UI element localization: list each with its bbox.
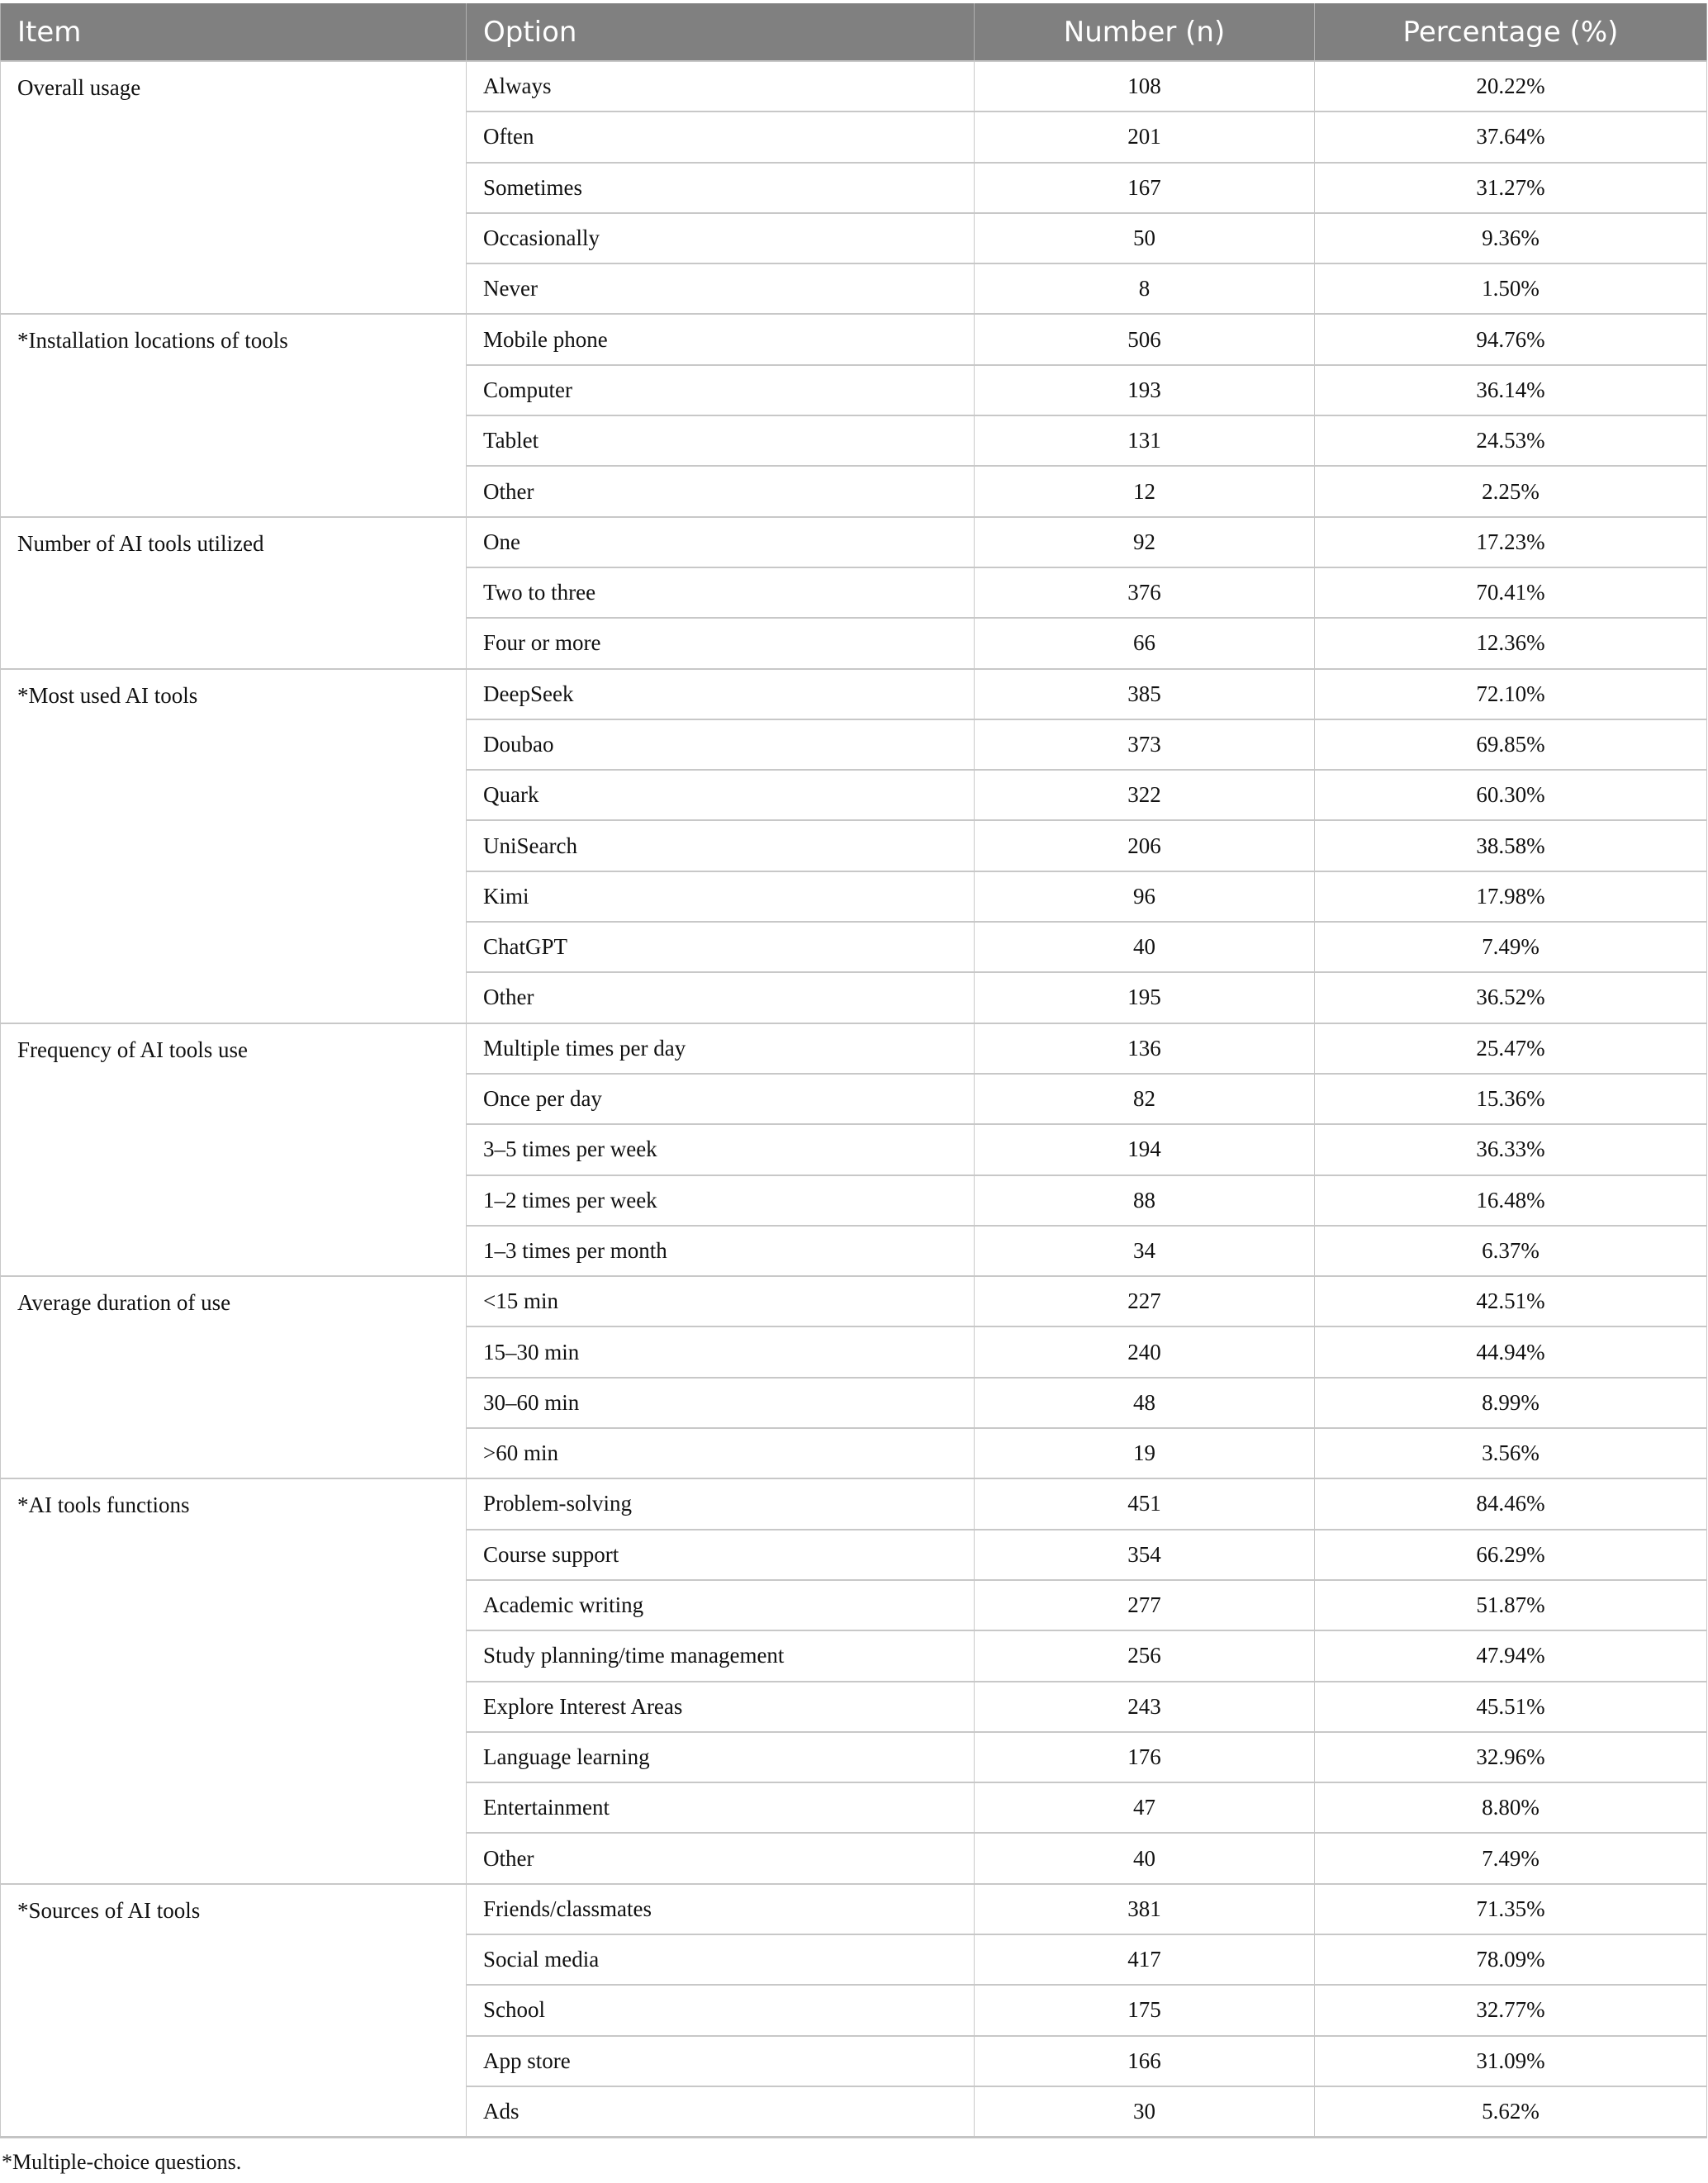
option-cell: 3–5 times per week	[467, 1124, 975, 1175]
percentage-cell: 51.87%	[1315, 1580, 1707, 1630]
option-cell: Mobile phone	[467, 314, 975, 364]
table-row	[1, 517, 1707, 567]
option-cell: <15 min	[467, 1276, 975, 1326]
percentage-cell: 12.36%	[1315, 618, 1707, 668]
item-cell: *Installation locations of tools	[1, 314, 467, 516]
option-cell: Multiple times per day	[467, 1023, 975, 1074]
number-cell: 96	[975, 871, 1315, 922]
option-cell: 30–60 min	[467, 1378, 975, 1428]
percentage-cell: 16.48%	[1315, 1175, 1707, 1226]
number-cell: 48	[975, 1378, 1315, 1428]
number-cell: 40	[975, 922, 1315, 972]
percentage-cell: 70.41%	[1315, 567, 1707, 618]
option-cell: Two to three	[467, 567, 975, 618]
option-cell: UniSearch	[467, 820, 975, 871]
percentage-cell: 31.27%	[1315, 163, 1707, 213]
number-cell: 12	[975, 466, 1315, 516]
percentage-cell: 84.46%	[1315, 1478, 1707, 1529]
option-cell: Problem-solving	[467, 1478, 975, 1529]
table-row	[1, 314, 1707, 364]
number-cell: 50	[975, 213, 1315, 263]
percentage-cell: 38.58%	[1315, 820, 1707, 871]
percentage-cell: 6.37%	[1315, 1226, 1707, 1276]
number-cell: 256	[975, 1630, 1315, 1681]
number-cell: 88	[975, 1175, 1315, 1226]
percentage-cell: 37.64%	[1315, 112, 1707, 162]
table-body	[1, 61, 1707, 2138]
table-row	[1, 1478, 1707, 1529]
number-cell: 381	[975, 1884, 1315, 1934]
item-cell: Number of AI tools utilized	[1, 517, 467, 669]
option-cell: Explore Interest Areas	[467, 1682, 975, 1732]
number-cell: 195	[975, 972, 1315, 1023]
number-cell: 451	[975, 1478, 1315, 1529]
option-cell: Ads	[467, 2086, 975, 2138]
table-row	[1, 1023, 1707, 1074]
percentage-cell: 42.51%	[1315, 1276, 1707, 1326]
number-cell: 385	[975, 669, 1315, 719]
option-cell: 1–2 times per week	[467, 1175, 975, 1226]
header-option: Option	[467, 3, 975, 61]
option-cell: Course support	[467, 1530, 975, 1580]
number-cell: 506	[975, 314, 1315, 364]
number-cell: 417	[975, 1934, 1315, 1985]
percentage-cell: 44.94%	[1315, 1326, 1707, 1377]
data-table	[0, 3, 1707, 2138]
percentage-cell: 3.56%	[1315, 1428, 1707, 1478]
option-cell: App store	[467, 2036, 975, 2086]
percentage-cell: 15.36%	[1315, 1074, 1707, 1124]
option-cell: Academic writing	[467, 1580, 975, 1630]
percentage-cell: 47.94%	[1315, 1630, 1707, 1681]
percentage-cell: 36.33%	[1315, 1124, 1707, 1175]
percentage-cell: 24.53%	[1315, 415, 1707, 466]
percentage-cell: 7.49%	[1315, 1833, 1707, 1883]
option-cell: ChatGPT	[467, 922, 975, 972]
number-cell: 92	[975, 517, 1315, 567]
percentage-cell: 20.22%	[1315, 61, 1707, 112]
option-cell: Quark	[467, 770, 975, 820]
option-cell: Computer	[467, 365, 975, 415]
percentage-cell: 45.51%	[1315, 1682, 1707, 1732]
percentage-cell: 25.47%	[1315, 1023, 1707, 1074]
option-cell: Other	[467, 1833, 975, 1883]
number-cell: 19	[975, 1428, 1315, 1478]
option-cell: DeepSeek	[467, 669, 975, 719]
number-cell: 227	[975, 1276, 1315, 1326]
number-cell: 176	[975, 1732, 1315, 1782]
percentage-cell: 36.52%	[1315, 972, 1707, 1023]
number-cell: 354	[975, 1530, 1315, 1580]
number-cell: 243	[975, 1682, 1315, 1732]
percentage-cell: 66.29%	[1315, 1530, 1707, 1580]
option-cell: Social media	[467, 1934, 975, 1985]
number-cell: 131	[975, 415, 1315, 466]
item-cell: *Sources of AI tools	[1, 1884, 467, 2138]
item-cell: *AI tools functions	[1, 1478, 467, 1883]
option-cell: Study planning/time management	[467, 1630, 975, 1681]
table-row	[1, 1276, 1707, 1326]
percentage-cell: 60.30%	[1315, 770, 1707, 820]
number-cell: 373	[975, 719, 1315, 770]
table-row	[1, 669, 1707, 719]
option-cell: Often	[467, 112, 975, 162]
number-cell: 34	[975, 1226, 1315, 1276]
percentage-cell: 17.98%	[1315, 871, 1707, 922]
number-cell: 8	[975, 263, 1315, 314]
number-cell: 136	[975, 1023, 1315, 1074]
option-cell: Occasionally	[467, 213, 975, 263]
number-cell: 206	[975, 820, 1315, 871]
percentage-cell: 32.96%	[1315, 1732, 1707, 1782]
number-cell: 194	[975, 1124, 1315, 1175]
table-row	[1, 61, 1707, 112]
percentage-cell: 31.09%	[1315, 2036, 1707, 2086]
item-cell: Overall usage	[1, 61, 467, 314]
number-cell: 277	[975, 1580, 1315, 1630]
number-cell: 82	[975, 1074, 1315, 1124]
option-cell: Always	[467, 61, 975, 112]
number-cell: 376	[975, 567, 1315, 618]
percentage-cell: 9.36%	[1315, 213, 1707, 263]
number-cell: 47	[975, 1782, 1315, 1833]
item-cell: *Most used AI tools	[1, 669, 467, 1023]
percentage-cell: 69.85%	[1315, 719, 1707, 770]
number-cell: 166	[975, 2036, 1315, 2086]
percentage-cell: 7.49%	[1315, 922, 1707, 972]
header-percentage: Percentage (%)	[1315, 3, 1707, 61]
header-number: Number (n)	[975, 3, 1315, 61]
number-cell: 193	[975, 365, 1315, 415]
option-cell: Doubao	[467, 719, 975, 770]
option-cell: 1–3 times per month	[467, 1226, 975, 1276]
percentage-cell: 32.77%	[1315, 1985, 1707, 2035]
option-cell: 15–30 min	[467, 1326, 975, 1377]
option-cell: Other	[467, 972, 975, 1023]
number-cell: 40	[975, 1833, 1315, 1883]
percentage-cell: 2.25%	[1315, 466, 1707, 516]
number-cell: 175	[975, 1985, 1315, 2035]
number-cell: 108	[975, 61, 1315, 112]
option-cell: Other	[467, 466, 975, 516]
table-row	[1, 1884, 1707, 1934]
percentage-cell: 71.35%	[1315, 1884, 1707, 1934]
item-cell: Frequency of AI tools use	[1, 1023, 467, 1276]
item-cell: Average duration of use	[1, 1276, 467, 1478]
number-cell: 201	[975, 112, 1315, 162]
option-cell: School	[467, 1985, 975, 2035]
option-cell: Sometimes	[467, 163, 975, 213]
option-cell: Tablet	[467, 415, 975, 466]
option-cell: Language learning	[467, 1732, 975, 1782]
percentage-cell: 8.80%	[1315, 1782, 1707, 1833]
option-cell: One	[467, 517, 975, 567]
percentage-cell: 94.76%	[1315, 314, 1707, 364]
option-cell: Friends/classmates	[467, 1884, 975, 1934]
number-cell: 322	[975, 770, 1315, 820]
percentage-cell: 72.10%	[1315, 669, 1707, 719]
header-row	[1, 3, 1707, 61]
percentage-cell: 8.99%	[1315, 1378, 1707, 1428]
percentage-cell: 36.14%	[1315, 365, 1707, 415]
option-cell: Kimi	[467, 871, 975, 922]
number-cell: 167	[975, 163, 1315, 213]
percentage-cell: 5.62%	[1315, 2086, 1707, 2138]
option-cell: Entertainment	[467, 1782, 975, 1833]
percentage-cell: 17.23%	[1315, 517, 1707, 567]
option-cell: Never	[467, 263, 975, 314]
header-item: Item	[1, 3, 467, 61]
option-cell: Once per day	[467, 1074, 975, 1124]
number-cell: 30	[975, 2086, 1315, 2138]
percentage-cell: 1.50%	[1315, 263, 1707, 314]
number-cell: 240	[975, 1326, 1315, 1377]
footnote: *Multiple-choice questions.	[2, 2150, 242, 2174]
number-cell: 66	[975, 618, 1315, 668]
percentage-cell: 78.09%	[1315, 1934, 1707, 1985]
option-cell: Four or more	[467, 618, 975, 668]
option-cell: >60 min	[467, 1428, 975, 1478]
